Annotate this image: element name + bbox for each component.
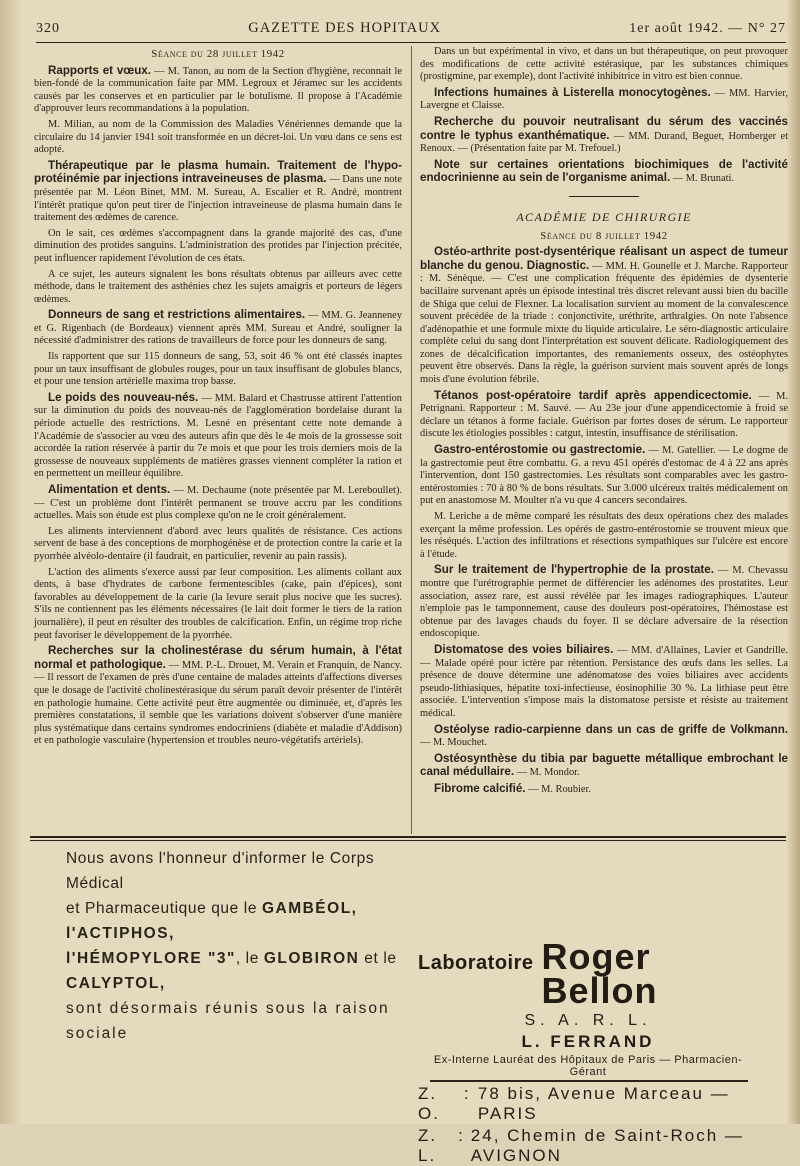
column-divider <box>411 46 412 834</box>
article <box>420 246 788 387</box>
paragraph: On le sait, ces œdèmes s'accompagnent dans la grande majorité des cas, d'une diminution des protides sanguins. L'administration des protides par l'injection précitée, peut influencer rapidement l'évolution de ces états. <box>34 227 402 264</box>
article <box>420 783 788 797</box>
address-value: 78 bis, Avenue Marceau — PARIS <box>477 1084 730 1123</box>
laboratory-name <box>418 936 758 1011</box>
article <box>34 645 402 748</box>
article-title: Recherches sur la cholinestérase du sérum humain, à l'état normal et pathologique. <box>34 644 402 671</box>
article <box>420 87 788 113</box>
advert-text: et Pharmaceutique que le <box>66 900 262 917</box>
issue-date: 1er août 1942. — N° 27 <box>629 21 786 36</box>
article-body: — MM. d'Allaines, Lavier et Gandrille. — Malade opéré pour ictère par rétention. Persistance des œufs dans les selles. La présence de douve détermine une adénomatose des voies biliaires avec accidents pseudo-lithiasiques, hépatite toxi-infectieuse, éosinophilie 30 %. La lithiase peut être associée. L'intervention s'impose mais la distomatose persiste et résiste au traitement médical. <box>420 644 788 719</box>
address-paris <box>418 1084 758 1124</box>
paragraph: M. Milian, au nom de la Commission des Maladies Vénériennes demande que la circulaire du 14 janvier 1941 soit transformée en un décret-loi. Un vœu dans ce sens est adopté. <box>34 118 402 156</box>
paragraph: M. Leriche a de même comparé les résultats des deux opérations chez des malades exerçant la même profession. Les opérés de gastro-entérostomie se trouvent mieux que les réséqués. L'action des infiltrations et résections sympathiques sur l'ulcère est encore à l'étude. <box>420 511 788 560</box>
advert-line: Nous avons l'honneur d'informer le Corps Médical <box>66 850 375 892</box>
director-name: L. FERRAND <box>521 1032 655 1051</box>
laboratory-brand: Roger Bellon <box>541 936 658 1011</box>
address-zone: Z. L. <box>418 1126 438 1165</box>
advert-brand: l'HÉMOPYLORE "3" <box>66 950 236 967</box>
article-title: Distomatose des voies biliaires. <box>434 642 614 656</box>
session-heading: Séance du 8 juillet 1942 <box>540 229 668 242</box>
article <box>420 390 788 441</box>
article-body: — MM. P.-L. Drouet, M. Verain et Franquin, de Nancy. — Il ressort de l'examen de près d'une centaine de malades atteints d'affections diverses que le dosage de l'activité cholinestérasique du sérum paraît devoir présenter de l'intérêt en pathologie humaine. Cette activité peut être augmentée ou diminuée, et, d'après les premières constatations, il semble que les variations doivent s'observer d'une manière plus systématique dans certains syndromes endocriniens (diabète et maladie d'Addison) et en pathologie vasculaire (hypertension et troubles neuro-végétatifs artériels). <box>34 659 402 747</box>
advert-line <box>66 896 410 946</box>
address-colon: : <box>458 1126 465 1145</box>
article <box>420 159 788 186</box>
academy-heading: ACADÉMIE DE CHIRURGIE <box>516 209 692 224</box>
article-title: Ostéolyse radio-carpienne dans un cas de griffe de Volkmann. <box>434 722 788 736</box>
article-title: Rapports et vœux. <box>48 63 151 77</box>
article-body: — MM. G. Jeanneney et G. Rigenbach (de Bordeaux) viennent après MM. Sureau et André, souligner la nécessité d'administrer des rations de travailleurs de force pour les donneurs de sang. <box>34 310 402 347</box>
article-body: — M. Tanon, au nom de la Section d'hygiène, reconnait le bien-fondé de la communication faite par MM. Legroux et Jéramec sur les accidents causés par les conserves et en particulier par le botulisme. Il propose à l'Académie d'approuver leurs recommandations à la population. <box>34 65 402 115</box>
article-body: — Dans une note présentée par M. Léon Binet, MM. M. Sureau, A. Escalier et R. André, montrent l'intérêt pratique qu'on peut tirer de l'injection intraveineuse de plasma humain dans le traitement des œdèmes de carence. <box>34 174 402 224</box>
address-zone: Z. O. <box>418 1084 440 1123</box>
article-body: — M. Dechaume (note présentée par M. Lereboullet). — C'est un problème dont l'intérêt permanent se trouve accru par les conditions actuelles. Mais son étude est plus complexe qu'on ne le croit généralement. <box>34 485 403 522</box>
advert-brands: GAMBÉOL, l'ACTIPHOS, <box>66 900 358 942</box>
address-avignon <box>418 1126 758 1166</box>
article-body: — MM. Durand, Beguet, Hornberger et Renoux. — (Présentation faite par M. Trefouel.) <box>420 130 788 155</box>
article-title: Donneurs de sang et restrictions alimentaires. <box>48 308 306 322</box>
article <box>420 564 788 641</box>
paragraph: A ce sujet, les auteurs signalent les bons résultats obtenus par ailleurs avec cette méthode, dans le traitement des asthénies chez les sujets amaigris et porteurs de légers œdèmes. <box>34 268 402 305</box>
advert-line: sont désormais réunis sous la raison sociale <box>66 1000 390 1042</box>
article-title: Alimentation et dents. <box>48 483 171 496</box>
advert-brand: GLOBIRON <box>263 950 360 967</box>
paragraph: Ils rapportent que sur 115 donneurs de sang, 53, soit 46 % ont été classés inaptes pour un taux insuffisant de globules rouges, pour un taux insuffisant de globules blancs, et pour une tension artérielle maxima trop basse. <box>34 351 402 388</box>
session-heading: Séance du 28 juillet 1942 <box>151 48 285 60</box>
article-body: — M. Brunati. <box>670 173 734 185</box>
journal-title: GAZETTE DES HOPITAUX <box>248 20 442 36</box>
right-column <box>420 46 788 799</box>
paragraph: L'action des aliments s'exerce aussi par leur composition. Les aliments collant aux dents, à base d'hydrates de carbone fermentescibles (cake, pain d'épices), sont favorables au développement de la carie (la levure serait plus nocive que les sucres). S'ils ne contiennent pas les éléments nécessaires (le lait doit former le tiers de la ration journalière), il peut en résulter des troubles de calcification. Enfin, un régime trop riche peut favoriser le développement de la pyorrhée. <box>34 566 402 641</box>
article-body: — M. Mondor. <box>514 767 580 779</box>
article <box>34 160 402 225</box>
address-value: 24, Chemin de Saint-Roch — AVIGNON <box>470 1126 744 1165</box>
address-colon: : <box>463 1084 471 1103</box>
article-title: Fibrome calcifié. <box>434 781 526 795</box>
article-body: — M. Petrignani. Rapporteur : M. Sauvé. — Au 23e jour d'une appendicectomie à froid se déclare un tétanos à forme faciale. Guérison par fortes doses de sérum. Le rapporteur discute les étiologies possibles : catgut, intestin, insuffisance de stérilisation. <box>420 390 788 440</box>
article-title: Ostéosynthèse du tibia par baguette métallique embrochant le canal médullaire. <box>420 751 788 779</box>
article-body: — MM. H. Gounelle et J. Marche. Rapporteur : M. Sénèque. — C'est une complication fréquente des épidémies de dysenterie bacillaire survenant après un épisode intestinal très discret relevant aussi bien du bacille de Shiga que celui de Flexner. La localisation survient au moment de la convalescence souvent précédée de la triade : conjonctivite, uréthrite, arthralgies. On note l'absence d'adénopathie et une formule mixte du liquide articulaire. Le séro-diagnostic articulaire complète celui du sang dont l'interprétation est souvent délicate. Radiologiquement des zones de décalcification importantes, des remaniements osseux, des ostéophytes peuvent être observés. Dans la règle, la guérison survient mais souvent après de longs mois d'une évolution fébrile. <box>420 260 788 386</box>
left-column <box>34 46 402 751</box>
page-header <box>36 20 786 43</box>
laboratory-word: Laboratoire <box>418 952 534 974</box>
article <box>34 392 402 481</box>
article-title: Recherche du pouvoir neutralisant du sérum des vaccinés contre le typhus exanthématique. <box>420 114 788 142</box>
advert-brand: CALYPTOL, <box>66 975 166 992</box>
article-title: Note sur certaines orientations biochimiques de l'activité endocrinienne au sein de l'organisme animal. <box>420 157 788 185</box>
article-title: Tétanos post-opératoire tardif après appendicectomie. <box>434 388 752 402</box>
article-title: Ostéo-arthrite post-dysentérique réalisant un aspect de tumeur blanche du genou. Diagnostic. <box>420 245 788 272</box>
article-title: Sur le traitement de l'hypertrophie de la prostate. <box>434 563 714 577</box>
page-number: 320 <box>36 21 60 36</box>
article-body: — M. Chevassu montre que l'urétrographie permet de différencier les adénomes des prostatites. Leur association, assez rare, est aussi révélée par les images radiographiques. L'auteur n'emploie pas le tamponnement, cause des douleurs post-opératoires, l'hémostase est obtenue par des lavages chauds du foyer. Il se déclare adversaire de la résection endoscopique. <box>420 565 788 640</box>
advert-text: , le <box>235 950 264 967</box>
page-edge-left <box>0 0 22 1124</box>
paragraph: Dans un but expérimental in vivo, et dans un but thérapeutique, on peut provoquer des modifications de cette activité estérasique, par les substances chimiques (prostigmine, par exemple), dont l'activité inhibitrice in vitro est bien connue. <box>420 46 788 83</box>
advert-line <box>66 946 410 996</box>
article <box>420 724 788 750</box>
advert-rule <box>30 840 786 841</box>
advert-laboratory <box>418 936 758 1166</box>
article-body: — M. Gatellier. — Le dogme de la gastrectomie peut être combattu. G. a revu 451 opérés d'estomac de 4 à 22 ans après l'intervention, dont 150 gastrectomies. Les résultats sont comparables avec les gastro-entérostomies : 70 à 80 % de bons résultats. Sur 3.000 ulcéreux traités médicalement on put en anastomose M. Moulter n'a vu que 4 cancers secondaires. <box>420 445 789 507</box>
article <box>34 309 402 348</box>
advert-bottom-rule <box>430 1080 748 1082</box>
article <box>420 644 788 721</box>
company-form: S. A. R. L. <box>524 1012 652 1029</box>
advert-text: et le <box>359 950 397 967</box>
article <box>34 484 402 523</box>
article <box>420 116 788 156</box>
article-body: — MM. Harvier, Lavergne et Claisse. <box>420 87 788 112</box>
advert-rule <box>30 836 786 838</box>
article-title: Thérapeutique par le plasma humain. Traitement de l'hypo-protéinémie par injections intraveineuses de plasma. <box>34 158 402 186</box>
advert-announcement <box>66 846 410 1046</box>
article-title: Le poids des nouveau-nés. <box>48 390 199 404</box>
article-title: Infections humaines à Listerella monocytogènes. <box>434 85 711 99</box>
article-title: Gastro-entérostomie ou gastrectomie. <box>434 443 646 457</box>
article-body: — M. Mouchet. <box>420 737 487 749</box>
director-title: Ex-Interne Lauréat des Hôpitaux de Paris — Pharmacien-Gérant <box>433 1054 743 1078</box>
article <box>34 65 402 116</box>
section-rule <box>569 196 639 197</box>
article-body: — MM. Balard et Chastrusse attirent l'attention sur la diminution du poids des nouveau-nés de l'agglomération bordelaise durant la période actuelle des restrictions. M. Lesné en présentant cette note demande à l'Académie de s'associer au vœu des auteurs afin que dès le 4e mois de la grossesse soit accordée la ration réservée à partir du 7e mois et que pour les trois derniers mois de la grossesse de nouveaux suppléments de matières grasses viennent compléter la ration et en permettent un meilleur équilibre. <box>34 392 402 480</box>
article <box>420 753 788 780</box>
article <box>420 444 788 508</box>
article-body: — M. Roubier. <box>525 783 592 795</box>
paragraph: Les aliments interviennent d'abord avec leurs qualités de résistance. Ces actions servent de base à des conceptions de morphogénèse et de protection contre la carie et la pyorrhée alvéolo-dentaire (il faudrait, en particulier, revenir au pain rassis). <box>34 525 402 562</box>
page-edge-right <box>786 0 800 1124</box>
